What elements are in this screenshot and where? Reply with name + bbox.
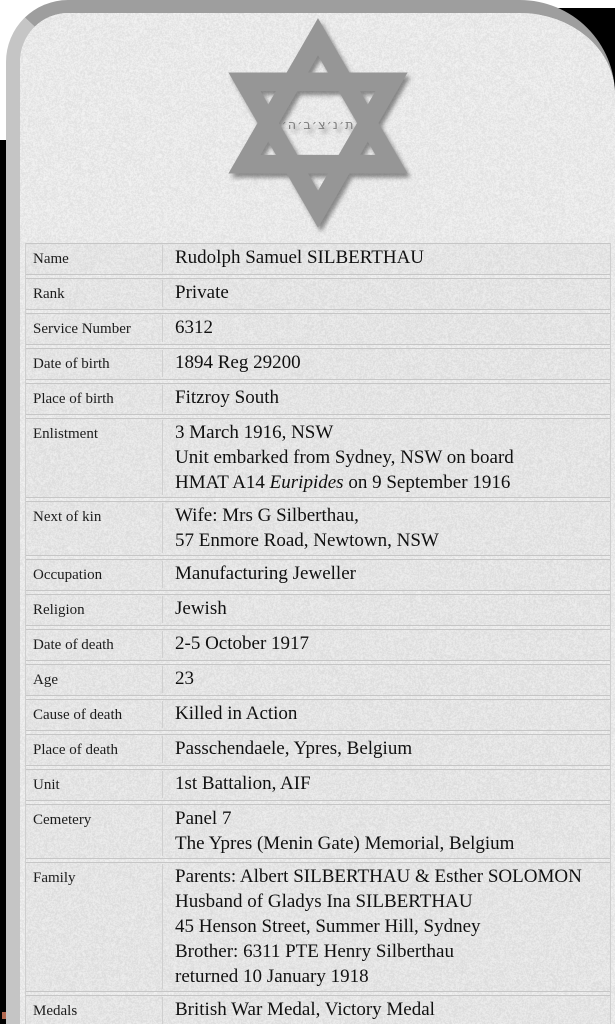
value-line: Rudolph Samuel SILBERTHAU	[175, 247, 425, 268]
star-triangle-down	[244, 82, 391, 209]
value-line: Private	[175, 282, 229, 303]
value-line: returned 10 January 1918	[175, 966, 369, 987]
row-label: Occupation	[26, 561, 163, 588]
value-line: Passchendaele, Ypres, Belgium	[175, 738, 413, 759]
row-label: Date of death	[26, 631, 163, 658]
value-text: on 9 September 1916	[343, 472, 511, 493]
value-line: 57 Enmore Road, Newtown, NSW	[175, 530, 439, 551]
row-value	[163, 771, 610, 798]
value-line: 2-5 October 1917	[175, 633, 310, 654]
row-value	[163, 385, 610, 412]
row-label: Service Number	[26, 315, 163, 342]
value-line: The Ypres (Menin Gate) Memorial, Belgium	[175, 833, 515, 854]
star-of-david-icon	[220, 15, 416, 231]
row-label: Place of birth	[26, 385, 163, 412]
table-row	[26, 664, 610, 696]
row-label: Cemetery	[26, 806, 163, 856]
row-value	[163, 503, 610, 553]
value-line: 23	[175, 668, 194, 689]
table-row	[26, 559, 610, 591]
value-line: Parents: Albert SILBERTHAU & Esther SOLOMON	[175, 866, 582, 887]
value-line: Panel 7	[175, 808, 232, 829]
row-value	[163, 561, 610, 588]
row-label: Medals	[26, 997, 163, 1024]
row-label: Name	[26, 245, 163, 272]
table-row	[26, 243, 610, 275]
row-label: Rank	[26, 280, 163, 307]
row-value	[163, 864, 610, 989]
table-row	[26, 862, 610, 992]
value-line: 3 March 1916, NSW	[175, 422, 334, 443]
table-row	[26, 804, 610, 859]
ship-name: Euripides	[269, 472, 344, 493]
value-line: 1894 Reg 29200	[175, 352, 301, 373]
row-value	[163, 997, 610, 1024]
table-row	[26, 501, 610, 556]
row-label: Next of kin	[26, 503, 163, 553]
row-value	[163, 280, 610, 307]
table-row	[26, 769, 610, 801]
row-label: Unit	[26, 771, 163, 798]
table-row	[26, 699, 610, 731]
row-value	[163, 245, 610, 272]
row-value	[163, 596, 610, 623]
value-line: 1st Battalion, AIF	[175, 773, 311, 794]
row-label: Date of birth	[26, 350, 163, 377]
value-line: Unit embarked from Sydney, NSW on board	[175, 447, 514, 468]
row-label: Religion	[26, 596, 163, 623]
row-value	[163, 315, 610, 342]
memorial-stone	[6, 0, 615, 1024]
row-label: Age	[26, 666, 163, 693]
row-value	[163, 666, 610, 693]
value-line: Killed in Action	[175, 703, 298, 724]
row-value	[163, 736, 610, 763]
value-line: Manufacturing Jeweller	[175, 563, 356, 584]
table-row	[26, 278, 610, 310]
row-value	[163, 420, 610, 495]
value-line: Fitzroy South	[175, 387, 279, 408]
row-label: Cause of death	[26, 701, 163, 728]
hebrew-inscription: ת׳נ׳צ׳ב׳ה׳	[281, 117, 354, 133]
table-row	[26, 418, 610, 498]
row-value	[163, 806, 610, 856]
value-line: 45 Henson Street, Summer Hill, Sydney	[175, 916, 481, 937]
value-line: 6312	[175, 317, 213, 338]
row-value	[163, 350, 610, 377]
table-row	[26, 348, 610, 380]
value-line	[175, 470, 606, 495]
value-line: Husband of Gladys Ina SILBERTHAU	[175, 891, 473, 912]
row-label: Family	[26, 864, 163, 989]
row-value	[163, 701, 610, 728]
record-table	[25, 243, 611, 1024]
value-line: British War Medal, Victory Medal	[175, 999, 435, 1020]
row-value	[163, 631, 610, 658]
value-line: Wife: Mrs G Silberthau,	[175, 505, 359, 526]
value-line: Brother: 6311 PTE Henry Silberthau	[175, 941, 454, 962]
table-row	[26, 313, 610, 345]
row-label: Place of death	[26, 736, 163, 763]
value-line: Jewish	[175, 598, 227, 619]
table-row	[26, 383, 610, 415]
row-label: Enlistment	[26, 420, 163, 495]
table-row	[26, 734, 610, 766]
star-triangle-up	[244, 37, 391, 164]
table-row	[26, 629, 610, 661]
value-text: HMAT A14	[175, 472, 270, 493]
emblem-area	[218, 15, 418, 233]
table-row	[26, 594, 610, 626]
table-row	[26, 995, 610, 1024]
